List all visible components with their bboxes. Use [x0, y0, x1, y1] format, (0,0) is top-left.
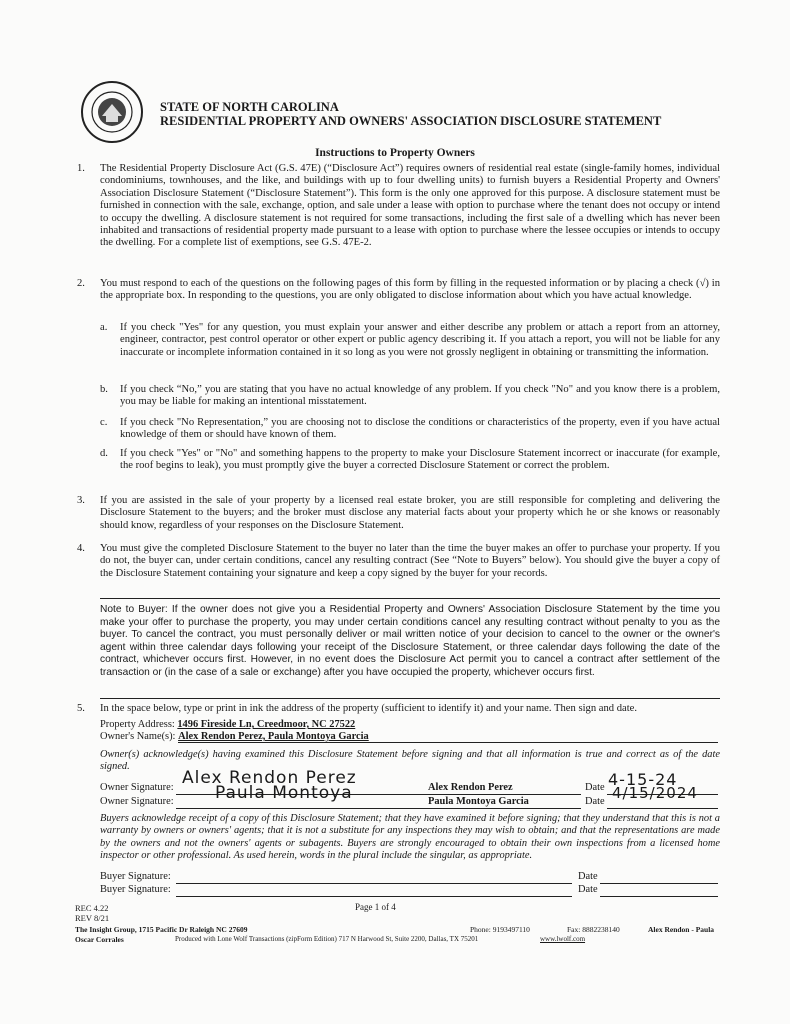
- footer-file-name: Alex Rendon - Paula: [648, 925, 715, 934]
- owner-date-2[interactable]: 4/15/2024: [612, 784, 698, 802]
- buyer-date-line[interactable]: [600, 883, 718, 884]
- page-number: Page 1 of 4: [355, 902, 396, 912]
- owners-name-label: Owner's Name(s):: [100, 731, 176, 742]
- instruction-subitem-b: If you check “No,” you are stating that you have no actual knowledge of any problem. If you check "No" and you know there is a problem, you may be liable for making an intentional misstatement.: [120, 384, 720, 408]
- instructions-title: Instructions to Property Owners: [315, 147, 475, 159]
- instruction-subitem-a: If you check "Yes" for any question, you must explain your answer and either describe any problem or attach a report from an attorney, engineer, contractor, pest control operator or other expert or public agency describing it. If you attach a report, you will not be liable for any inaccurate or incomplete information contained in it so long as you were not grossly negligent in obtaining or transmitting the information.: [120, 322, 720, 358]
- item-number: 1.: [77, 163, 85, 174]
- instruction-item-3: If you are assisted in the sale of your property by a licensed real estate broker, you are still responsible for completing and delivering the Disclosure Statement to the buyers; and the broker must disclose any material facts about your property which he or she knows or reasonably should know, regardless of your responses on the Disclosure Statement.: [100, 495, 720, 531]
- owner-signature-1[interactable]: Alex Rendon Perez: [182, 768, 357, 788]
- owners-name-value[interactable]: Alex Rendon Perez, Paula Montoya Garcia: [178, 731, 369, 742]
- buyer-signature-line[interactable]: [176, 883, 572, 884]
- buyer-acknowledgment: Buyers acknowledge receipt of a copy of this Disclosure Statement; that they have examined it before signing; that they understand that this is not a warranty by owners or owners' agents; that it is not a substitute for any inspections they may wish to obtain; and that the representations are made by the owners and not the owners' agents or subagents. Buyers are strongly encouraged to obtain their own inspections from a licensed home inspector or other professional. As used herein, words in the plural include the singular, as appropriate.: [100, 813, 720, 862]
- subitem-letter: b.: [100, 384, 108, 395]
- footer-company: The Insight Group, 1715 Pacific Dr Raleigh NC 27609: [75, 925, 248, 934]
- divider: [100, 698, 720, 699]
- header-title: RESIDENTIAL PROPERTY AND OWNERS' ASSOCIATION DISCLOSURE STATEMENT: [160, 114, 662, 128]
- instruction-item-2: You must respond to each of the questions on the following pages of this form by filling in the requested information or by placing a check (√) in the appropriate box. In responding to the questions, you are only obligated to disclose information about which you have actual knowledge.: [100, 278, 720, 302]
- property-address-label: Property Address:: [100, 719, 175, 730]
- signature-line: [176, 808, 581, 809]
- owner-signature-2[interactable]: Paula Montoya: [215, 783, 353, 803]
- property-address-row: [100, 719, 355, 730]
- footer-produced-with: Produced with Lone Wolf Transactions (zipForm Edition) 717 N Harwood St, Suite 2200, Dallas, TX 75201: [175, 935, 479, 943]
- instruction-subitem-c: If you check "No Representation,” you are choosing not to disclose the conditions or characteristics of the property, even if you have actual knowledge of them or should have known of them.: [120, 417, 720, 441]
- nc-real-estate-commission-seal: [80, 80, 144, 144]
- footer-url[interactable]: www.lwolf.com: [540, 935, 586, 943]
- owner-printed-name-1: Alex Rendon Perez: [428, 782, 513, 793]
- buyer-signature-line[interactable]: [176, 896, 572, 897]
- subitem-letter: d.: [100, 448, 108, 459]
- note-to-buyer: Note to Buyer: If the owner does not give you a Residential Property and Owners' Association Disclosure Statement by the time you make your offer to purchase the property, you may under certain conditions cancel any resulting contract without penalty to you as the buyer. To cancel the contract, you must personally deliver or mail written notice of your decision to cancel to the owner or the owner's agent within three calendar days following your receipt of the Disclosure Statement, or three calendar days following the date of the contract, whichever occurs first. However, in no event does the Disclosure Act permit you to cancel a contract after settlement of the transaction or (in the case of a sale or exchange) after you have occupied the property, whichever occurs first.: [100, 604, 720, 678]
- form-header: [160, 100, 661, 128]
- divider: [100, 598, 720, 599]
- date-label: Date: [585, 782, 605, 793]
- property-address-value[interactable]: 1496 Fireside Ln, Creedmoor, NC 27522: [177, 719, 356, 730]
- subitem-letter: c.: [100, 417, 108, 428]
- instruction-item-4: You must give the completed Disclosure Statement to the buyer no later than the time the buyer makes an offer to purchase your property. If you do not, the buyer can, under certain conditions, cancel any resulting contract (See “Note to Buyers” below). You should give the buyer a copy of the Disclosure Statement containing your signature and keep a copy signed by the buyer for your records.: [100, 543, 720, 579]
- item-number: 4.: [77, 543, 85, 554]
- owner-signature-label: Owner Signature:: [100, 796, 174, 807]
- date-label: Date: [585, 796, 605, 807]
- instruction-item-5: In the space below, type or print in ink the address of the property (sufficient to identify it) and your name. Then sign and date.: [100, 703, 637, 714]
- date-label: Date: [578, 871, 598, 882]
- item-number: 3.: [77, 495, 85, 506]
- owner-signature-label: Owner Signature:: [100, 782, 174, 793]
- underline: [178, 742, 718, 743]
- header-state: STATE OF NORTH CAROLINA: [160, 100, 339, 114]
- instruction-subitem-d: If you check "Yes" or "No" and something happens to the property to make your Disclosure Statement incorrect or inaccurate (for example, the roof begins to leak), you must promptly give the buyer a corrected Disclosure Statement or correct the problem.: [120, 448, 720, 472]
- footer-phone: Phone: 9193497110: [470, 925, 530, 934]
- date-line: [607, 808, 718, 809]
- instruction-item-1: The Residential Property Disclosure Act (G.S. 47E) (“Disclosure Act”) requires owners of residential real estate (single-family homes, individual condominiums, townhouses, and the like, and buildings with up to four dwelling units) to furnish buyers a Residential Property and Owners' Association Disclosure Statement (“Disclosure Statement”). This form is the only one approved for this purpose. A disclosure statement must be furnished in connection with the sale, exchange, option, and sale under a lease with option to purchase where the tenant does not occupy or intend to occupy the dwelling. A disclosure statement is not required for some transactions, including the first sale of a dwelling which has never been inhabited and transactions of residential property made pursuant to a lease with option to purchase where the lessee occupies or intends to occupy the dwelling. For a complete list of exemptions, see G.S. 47E-2.: [100, 163, 720, 249]
- item-number: 2.: [77, 278, 85, 289]
- subitem-letter: a.: [100, 322, 108, 333]
- owner-date-1[interactable]: 4-15-24: [608, 770, 678, 789]
- buyer-date-line[interactable]: [600, 896, 718, 897]
- owner-acknowledgment: Owner(s) acknowledge(s) having examined this Disclosure Statement before signing and that all information is true and correct as of the date signed.: [100, 749, 720, 773]
- footer-fax: Fax: 8882238140: [567, 925, 620, 934]
- buyer-signature-label: Buyer Signature:: [100, 871, 171, 882]
- item-number: 5.: [77, 703, 85, 714]
- buyer-signature-label: Buyer Signature:: [100, 884, 171, 895]
- owner-printed-name-2: Paula Montoya Garcia: [428, 796, 529, 807]
- rev-code: REV 8/21: [75, 913, 110, 923]
- owners-name-row: [100, 731, 369, 742]
- footer-agent: Oscar Corrales: [75, 935, 124, 944]
- rec-code: REC 4.22: [75, 903, 109, 913]
- date-label: Date: [578, 884, 598, 895]
